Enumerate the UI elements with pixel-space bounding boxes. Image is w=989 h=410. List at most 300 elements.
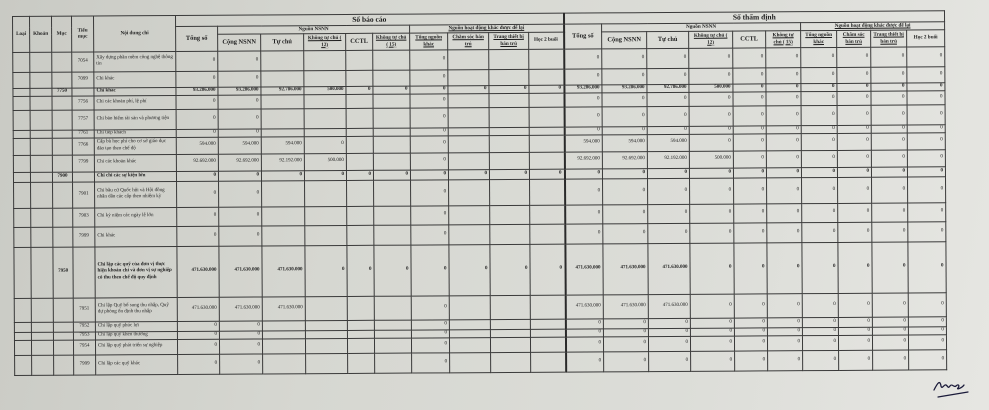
cell-td-hoc-2-buoi: 0 — [907, 166, 945, 176]
cell-td-khong-tu-chu-12: 0 — [689, 106, 733, 126]
cell-bc-khong-tu-chu-12 — [305, 180, 347, 206]
cell-td-tong-nguon-khac: 0 — [801, 91, 837, 105]
cell-bc-cctl: 0 — [346, 86, 373, 94]
cell-bc-cctl — [346, 153, 373, 170]
cell-bc-cham-soc-ban-tru — [448, 152, 489, 169]
cell-khoan — [31, 298, 53, 322]
cell-noi-dung-chi: Chi khác — [95, 226, 177, 247]
cell-bc-cham-soc-ban-tru — [449, 179, 490, 205]
cell-noi-dung-chi: Chi kỷ niệm các ngày lễ lớn — [95, 207, 177, 227]
cell-noi-dung-chi: Chi lập quỹ khen thưởng — [95, 331, 177, 340]
cell-bc-cong-nsnn: 93.286.000 — [218, 86, 261, 94]
cell-noi-dung-chi: Chi lập các quỹ của đơn vị thực hiện khoán chi và đơn vị sự nghiệp có thu theo chế độ quy định — [95, 246, 177, 297]
cell-bc-tong-nguon-khac: 0 — [410, 85, 448, 93]
cell-bc-cctl — [346, 50, 373, 70]
table-row — [14, 241, 946, 298]
cell-td-cong-nsnn: 471.630.000 — [603, 243, 648, 294]
cell-td-cctl: 0 — [734, 317, 767, 327]
cell-tieu-muc: 7054 — [72, 52, 94, 72]
cell-noi-dung-chi: Xây dựng phần mềm công nghệ thông tin — [94, 51, 176, 72]
cell-bc-khong-tu-chu-15: 0 — [374, 245, 411, 296]
cell-bc-cctl — [348, 353, 375, 373]
cell-bc-khong-tu-chu-12 — [305, 330, 347, 338]
cell-bc-cctl: 0 — [347, 245, 374, 296]
cell-bc-khong-tu-chu-12: 500.000 — [304, 153, 346, 170]
cell-bc-tu-chu: 471.630.000 — [262, 245, 305, 296]
header-bc-hoc-2-buoi: Học 2 buổi — [529, 32, 564, 49]
cell-bc-tu-chu — [263, 353, 306, 373]
cell-td-tong-so: 0 — [565, 178, 603, 204]
header-khoan: Khoản — [30, 16, 52, 52]
cell-bc-khong-tu-chu-12 — [304, 50, 346, 70]
header-td-cham-soc-ban-tru: Chăm sóc bán trú — [837, 30, 871, 47]
cell-td-khong-tu-chu-15: 0 — [768, 350, 803, 370]
cell-bc-hoc-2-buoi — [530, 337, 565, 352]
cell-td-trang-thiet-bi: 0 — [871, 83, 907, 91]
cell-td-tong-so: 0 — [564, 92, 602, 106]
header-td-hoc-2-buoi: Học 2 buổi — [907, 29, 945, 46]
cell-td-cong-nsnn: 0 — [602, 92, 647, 106]
cell-td-tu-chu: 0 — [647, 126, 689, 134]
cell-td-khong-tu-chu-15: 0 — [766, 83, 801, 91]
cell-bc-khong-tu-chu-15 — [374, 320, 411, 330]
cell-bc-cong-nsnn: 471.630.000 — [219, 245, 262, 296]
cell-tieu-muc: 7901 — [73, 181, 95, 207]
cell-bc-cctl — [347, 320, 374, 330]
cell-bc-tong-so: 0 — [176, 51, 218, 71]
cell-td-tong-so: 0 — [565, 204, 603, 223]
cell-muc — [52, 96, 72, 110]
cell-td-cctl: 0 — [735, 350, 768, 370]
cell-bc-cong-nsnn: 0 — [218, 170, 261, 180]
cell-bc-cctl — [347, 180, 374, 206]
header-td-cong-nsnn: Cộng NSNN — [602, 31, 647, 48]
cell-bc-tu-chu — [262, 225, 305, 245]
cell-bc-cham-soc-ban-tru — [448, 135, 489, 152]
cell-td-khong-tu-chu-12: 0 — [689, 126, 733, 134]
cell-noi-dung-chi: Chi bầu cử Quốc hội và Hội đồng nhân dân các cấp theo nhiệm kỳ — [95, 181, 177, 208]
cell-td-tong-so: 0 — [564, 106, 602, 126]
cell-bc-tu-chu — [262, 320, 305, 330]
cell-td-khong-tu-chu-12: 0 — [690, 178, 734, 204]
cell-td-khong-tu-chu-12: 0 — [690, 336, 734, 351]
cell-tieu-muc: 7953 — [73, 331, 95, 339]
cell-td-tong-nguon-khac: 0 — [802, 335, 838, 350]
cell-muc — [54, 355, 74, 375]
header-bc-tong-nguon-khac: Tổng nguồn khác — [410, 32, 448, 49]
cell-td-hoc-2-buoi: 0 — [908, 316, 946, 326]
cell-bc-cctl — [347, 338, 374, 353]
cell-td-cong-nsnn: 0 — [602, 48, 647, 68]
cell-khoan — [30, 138, 52, 155]
cell-td-cham-soc-ban-tru: 0 — [837, 150, 871, 167]
cell-muc — [52, 130, 72, 138]
cell-bc-hoc-2-buoi — [529, 107, 564, 127]
cell-bc-khong-tu-chu-15 — [373, 94, 410, 108]
cell-td-cctl: 0 — [733, 83, 766, 91]
cell-td-cctl: 0 — [733, 105, 766, 125]
cell-bc-khong-tu-chu-15 — [374, 338, 411, 353]
cell-khoan — [30, 96, 52, 110]
cell-tieu-muc: 7999 — [74, 354, 96, 374]
header-so-tham-dinh: Số thẩm định — [563, 11, 944, 24]
cell-td-hoc-2-buoi: 0 — [908, 241, 946, 292]
cell-td-tong-so: 0 — [564, 68, 602, 84]
cell-bc-cctl — [347, 330, 374, 338]
cell-khoan — [31, 322, 53, 332]
cell-bc-trang-thiet-bi — [490, 179, 530, 205]
cell-muc: 7750 — [52, 88, 72, 96]
cell-noi-dung-chi: Chi lập quỹ phát triển sự nghiệp — [95, 339, 177, 355]
cell-td-trang-thiet-bi: 0 — [871, 177, 907, 203]
cell-muc — [53, 332, 73, 340]
cell-bc-tu-chu — [261, 108, 304, 128]
cell-loai — [14, 298, 31, 322]
cell-bc-cctl — [346, 136, 373, 153]
cell-td-khong-tu-chu-15: 0 — [766, 105, 801, 125]
cell-muc — [53, 298, 73, 322]
cell-noi-dung-chi: Chi tiếp khách — [94, 129, 176, 138]
cell-bc-tong-so: 0 — [178, 354, 220, 374]
cell-td-tong-nguon-khac: 0 — [801, 83, 837, 91]
cell-tieu-muc: 7757 — [72, 110, 94, 130]
cell-td-trang-thiet-bi: 0 — [871, 133, 907, 150]
cell-td-tu-chu: 471.630.000 — [648, 294, 690, 318]
cell-td-tong-nguon-khac: 0 — [801, 47, 837, 67]
cell-khoan — [31, 227, 53, 247]
cell-bc-tong-so: 0 — [176, 109, 218, 129]
cell-bc-trang-thiet-bi — [489, 127, 529, 135]
cell-bc-trang-thiet-bi — [490, 329, 530, 337]
cell-td-tong-so: 0 — [565, 223, 603, 243]
cell-td-hoc-2-buoi: 0 — [907, 104, 945, 124]
cell-td-tu-chu: 0 — [647, 48, 689, 68]
cell-td-tu-chu: 92.786.000 — [647, 84, 689, 92]
cell-bc-tong-nguon-khac: 0 — [411, 337, 449, 352]
cell-noi-dung-chi: Chi bảo hiểm tài sản và phương tiện — [94, 109, 176, 130]
cell-bc-cham-soc-ban-tru: 0 — [448, 85, 489, 93]
cell-tieu-muc: 7099 — [72, 72, 94, 88]
cell-bc-cctl — [347, 206, 374, 225]
cell-td-cham-soc-ban-tru: 0 — [837, 105, 871, 125]
cell-tieu-muc — [72, 171, 94, 181]
cell-bc-khong-tu-chu-15 — [373, 128, 410, 136]
cell-td-tong-so: 0 — [565, 336, 603, 351]
header-loai: Loại — [13, 16, 30, 52]
cell-muc — [53, 208, 73, 227]
cell-td-trang-thiet-bi: 0 — [871, 67, 907, 83]
cell-td-cctl: 0 — [733, 133, 766, 150]
cell-loai — [13, 88, 30, 96]
header-td-trang-thiet-bi: Trang thiết bị bán trú — [871, 30, 907, 47]
cell-td-cong-nsnn: 92.692.000 — [602, 151, 647, 168]
cell-loai — [13, 96, 30, 110]
cell-td-khong-tu-chu-15: 0 — [767, 203, 802, 222]
header-bc-cong-nsnn: Cộng NSNN — [218, 33, 261, 50]
cell-td-cong-nsnn: 0 — [604, 351, 649, 371]
cell-td-khong-tu-chu-12: 0 — [689, 134, 733, 151]
cell-bc-tong-so: 0 — [177, 321, 219, 331]
cell-td-tong-nguon-khac: 0 — [801, 105, 837, 125]
cell-loai — [15, 355, 32, 375]
header-bc-tong-so: Tổng số — [176, 26, 218, 51]
cell-muc: 7950 — [53, 247, 73, 298]
cell-bc-cham-soc-ban-tru — [450, 352, 491, 372]
cell-td-cham-soc-ban-tru: 0 — [837, 133, 871, 150]
cell-td-khong-tu-chu-12: 0 — [689, 92, 733, 106]
cell-bc-trang-thiet-bi — [490, 224, 530, 244]
cell-bc-tong-nguon-khac: 0 — [410, 169, 448, 179]
cell-td-khong-tu-chu-15: 0 — [767, 177, 802, 203]
cell-bc-khong-tu-chu-15 — [373, 136, 410, 153]
cell-td-cong-nsnn: 0 — [603, 336, 648, 351]
header-bc-cctl: CCTL — [346, 33, 373, 50]
cell-muc — [52, 110, 72, 130]
cell-muc — [53, 322, 73, 332]
cell-muc — [53, 227, 73, 247]
cell-td-tong-nguon-khac: 0 — [802, 242, 838, 293]
cell-bc-cong-nsnn: 0 — [218, 94, 261, 108]
cell-td-trang-thiet-bi: 0 — [872, 327, 908, 335]
cell-td-hoc-2-buoi: 0 — [908, 334, 946, 349]
header-td-tu-chu: Tự chủ — [647, 31, 689, 48]
cell-bc-cham-soc-ban-tru — [448, 93, 489, 107]
cell-td-tong-so: 0 — [564, 126, 602, 134]
cell-tieu-muc — [73, 246, 95, 297]
cell-bc-cctl — [347, 296, 374, 320]
cell-td-cham-soc-ban-tru: 0 — [837, 125, 871, 133]
cell-td-tu-chu: 0 — [647, 106, 689, 126]
cell-bc-tong-nguon-khac: 0 — [410, 135, 448, 152]
cell-noi-dung-chi: Chi các khoản phí, lệ phí — [94, 95, 176, 110]
cell-bc-khong-tu-chu-12 — [305, 320, 347, 330]
cell-khoan — [31, 340, 53, 355]
cell-bc-tu-chu — [261, 50, 304, 70]
cell-td-tu-chu: 0 — [648, 178, 690, 204]
cell-td-hoc-2-buoi: 0 — [909, 349, 947, 369]
cell-td-cctl: 0 — [734, 177, 767, 203]
cell-td-tong-nguon-khac: 0 — [803, 350, 839, 370]
cell-td-khong-tu-chu-12: 0 — [691, 351, 735, 371]
header-noi-dung-chi: Nội dung chi — [94, 16, 176, 52]
cell-bc-cham-soc-ban-tru — [449, 295, 490, 319]
cell-td-tong-so: 92.692.000 — [564, 151, 602, 168]
cell-td-cctl: 0 — [734, 203, 767, 222]
cell-td-tu-chu: 0 — [648, 223, 690, 243]
cell-td-trang-thiet-bi: 0 — [871, 150, 907, 167]
cell-td-cham-soc-ban-tru: 0 — [838, 222, 872, 242]
cell-bc-tu-chu: 92.192.000 — [261, 153, 304, 170]
cell-td-tu-chu: 0 — [649, 351, 691, 371]
header-td-tong-nguon-khac: Tổng nguồn khác — [801, 30, 837, 47]
cell-bc-khong-tu-chu-15 — [374, 296, 411, 320]
cell-bc-tong-so: 0 — [177, 331, 219, 339]
cell-bc-tong-nguon-khac: 0 — [411, 319, 449, 329]
cell-noi-dung-chi: Chi lập Quỹ bổ sung thu nhập, Quỹ dự phòng ổn định thu nhập — [95, 297, 177, 322]
cell-td-khong-tu-chu-12: 0 — [690, 318, 734, 328]
cell-td-tong-nguon-khac: 0 — [802, 293, 838, 317]
cell-td-tong-nguon-khac: 0 — [802, 327, 838, 335]
cell-td-khong-tu-chu-15: 0 — [767, 327, 802, 335]
cell-bc-tu-chu — [261, 70, 304, 86]
cell-bc-trang-thiet-bi — [489, 93, 529, 107]
cell-td-cctl: 0 — [733, 150, 766, 167]
cell-td-cctl: 0 — [733, 91, 766, 105]
cell-bc-cong-nsnn: 0 — [219, 206, 262, 225]
cell-bc-tu-chu: 594.000 — [261, 136, 304, 153]
cell-bc-khong-tu-chu-12 — [306, 353, 348, 373]
budget-table-sheet — [12, 10, 947, 375]
cell-td-tong-so: 471.630.000 — [565, 294, 603, 318]
table-body — [13, 46, 947, 375]
cell-td-hoc-2-buoi: 0 — [907, 176, 945, 202]
header-bc-khong-tu-chu-15: Không tự chủ ( 15) — [373, 33, 410, 50]
cell-bc-khong-tu-chu-12 — [305, 296, 347, 320]
cell-bc-tu-chu — [262, 338, 305, 353]
cell-td-cong-nsnn: 0 — [602, 68, 647, 84]
cell-td-cctl: 0 — [734, 293, 767, 317]
cell-bc-khong-tu-chu-15: 0 — [373, 170, 410, 180]
cell-td-khong-tu-chu-12: 0 — [689, 48, 733, 68]
cell-td-tong-so: 594.000 — [564, 134, 602, 151]
cell-td-cham-soc-ban-tru: 0 — [838, 242, 872, 293]
cell-bc-hoc-2-buoi — [530, 205, 565, 224]
cell-bc-cham-soc-ban-tru — [449, 205, 490, 224]
cell-loai — [13, 172, 30, 182]
cell-td-cong-nsnn: 0 — [602, 126, 647, 134]
cell-bc-cong-nsnn: 0 — [218, 108, 261, 128]
cell-td-tong-nguon-khac: 0 — [801, 167, 837, 177]
cell-td-khong-tu-chu-12: 0 — [690, 204, 734, 223]
cell-td-khong-tu-chu-12: 0 — [689, 68, 733, 84]
cell-td-cctl: 0 — [734, 335, 767, 350]
cell-bc-trang-thiet-bi — [489, 49, 529, 69]
cell-bc-tu-chu: 471.630.000 — [262, 296, 305, 320]
cell-td-khong-tu-chu-12: 0 — [690, 328, 734, 336]
cell-td-tong-nguon-khac: 0 — [801, 150, 837, 167]
cell-td-cham-soc-ban-tru: 0 — [837, 167, 871, 177]
cell-bc-khong-tu-chu-15 — [373, 70, 410, 86]
cell-td-cham-soc-ban-tru: 0 — [837, 83, 871, 91]
cell-tieu-muc: 7766 — [72, 137, 94, 154]
header-td-khong-tu-chu-12: Không tự chủ ( 12) — [689, 31, 733, 48]
cell-td-cong-nsnn: 0 — [602, 168, 647, 178]
cell-td-tu-chu: 0 — [647, 92, 689, 106]
cell-tieu-muc: 7951 — [73, 297, 95, 321]
cell-bc-trang-thiet-bi — [490, 295, 530, 319]
cell-td-cham-soc-ban-tru: 0 — [837, 91, 871, 105]
cell-td-tong-nguon-khac: 0 — [802, 203, 838, 222]
cell-muc — [53, 182, 73, 208]
cell-loai — [14, 182, 31, 208]
cell-td-tu-chu: 0 — [648, 318, 690, 328]
cell-tieu-muc: 7952 — [73, 321, 95, 331]
header-bc-cham-soc-ban-tru: Chăm sóc bán trú — [448, 32, 489, 49]
cell-bc-tu-chu — [262, 180, 305, 206]
cell-td-hoc-2-buoi: 0 — [908, 221, 946, 241]
cell-bc-tu-chu: 92.786.000 — [261, 86, 304, 94]
cell-td-cong-nsnn: 594.000 — [602, 134, 647, 151]
header-bc-trang-thiet-bi: Trang thiết bị bán trú — [489, 32, 529, 49]
cell-bc-khong-tu-chu-15 — [374, 330, 411, 338]
cell-loai — [13, 138, 30, 155]
cell-noi-dung-chi: Chi khác — [94, 87, 176, 96]
cell-muc — [52, 52, 72, 72]
cell-td-cctl: 0 — [734, 222, 767, 242]
cell-tieu-muc: 7954 — [73, 339, 95, 354]
cell-loai — [14, 247, 31, 298]
cell-muc — [53, 340, 73, 355]
cell-bc-cham-soc-ban-tru — [448, 49, 489, 69]
cell-bc-tong-nguon-khac: 0 — [412, 352, 450, 372]
cell-bc-hoc-2-buoi — [530, 329, 565, 337]
header-bc-tu-chu: Tự chủ — [261, 33, 304, 50]
header-tieu-muc: Tiểu mục — [72, 16, 94, 52]
cell-khoan — [32, 355, 54, 375]
cell-bc-tong-nguon-khac: 0 — [410, 69, 448, 85]
cell-td-cham-soc-ban-tru: 0 — [837, 47, 871, 67]
cell-bc-cong-nsnn: 0 — [218, 50, 261, 70]
cell-td-tu-chu: 0 — [648, 328, 690, 336]
cell-bc-trang-thiet-bi: 0 — [489, 169, 529, 179]
cell-td-cham-soc-ban-tru: 0 — [837, 67, 871, 83]
cell-bc-tong-so: 0 — [176, 95, 218, 109]
cell-bc-tu-chu: 0 — [261, 170, 304, 180]
cell-bc-cham-soc-ban-tru — [448, 69, 489, 85]
cell-td-tu-chu: 0 — [647, 68, 689, 84]
cell-bc-tong-so: 0 — [177, 339, 219, 354]
cell-bc-trang-thiet-bi — [489, 135, 529, 152]
cell-td-hoc-2-buoi: 0 — [908, 326, 946, 334]
header-bc-khong-tu-chu-12: Không tự chủ ( 12) — [304, 33, 346, 50]
cell-bc-cctl — [347, 225, 374, 245]
cell-bc-tong-so: 471.630.000 — [177, 246, 219, 297]
cell-td-cctl: 0 — [733, 67, 766, 83]
cell-bc-khong-tu-chu-15 — [374, 225, 411, 245]
cell-td-tu-chu: 471.630.000 — [648, 243, 690, 294]
cell-td-tong-nguon-khac: 0 — [801, 67, 837, 83]
cell-loai — [13, 155, 30, 172]
cell-bc-trang-thiet-bi: 0 — [489, 85, 529, 93]
cell-bc-tu-chu — [261, 128, 304, 136]
cell-bc-tong-nguon-khac: 0 — [411, 244, 449, 295]
table-row — [15, 349, 947, 375]
cell-bc-hoc-2-buoi — [529, 93, 564, 107]
cell-bc-cong-nsnn: 0 — [220, 353, 263, 373]
cell-khoan — [30, 155, 52, 172]
cell-td-cong-nsnn: 0 — [602, 106, 647, 126]
cell-bc-hoc-2-buoi — [529, 152, 564, 169]
cell-td-tong-so: 0 — [564, 168, 602, 178]
cell-td-cham-soc-ban-tru: 0 — [838, 317, 872, 327]
cell-td-cctl: 0 — [733, 47, 766, 67]
header-bc-nguon-hoat-dong: Nguồn hoạt động khác được để lại — [410, 24, 564, 32]
cell-bc-tong-so: 0 — [177, 226, 219, 246]
cell-td-tong-nguon-khac: 0 — [801, 133, 837, 150]
cell-td-tu-chu: 0 — [647, 168, 689, 178]
cell-bc-trang-thiet-bi: 0 — [490, 244, 530, 295]
cell-bc-tong-nguon-khac: 0 — [411, 224, 449, 244]
cell-tieu-muc: 7799 — [72, 154, 94, 171]
cell-khoan — [30, 110, 52, 130]
cell-bc-trang-thiet-bi — [490, 337, 530, 352]
cell-noi-dung-chi: Chi các khoản khác — [94, 154, 176, 172]
cell-bc-cong-nsnn: 0 — [219, 225, 262, 245]
cell-bc-hoc-2-buoi — [529, 135, 564, 152]
cell-bc-hoc-2-buoi: 0 — [529, 169, 564, 179]
cell-bc-cham-soc-ban-tru: 0 — [448, 169, 489, 179]
cell-td-hoc-2-buoi: 0 — [907, 66, 945, 82]
